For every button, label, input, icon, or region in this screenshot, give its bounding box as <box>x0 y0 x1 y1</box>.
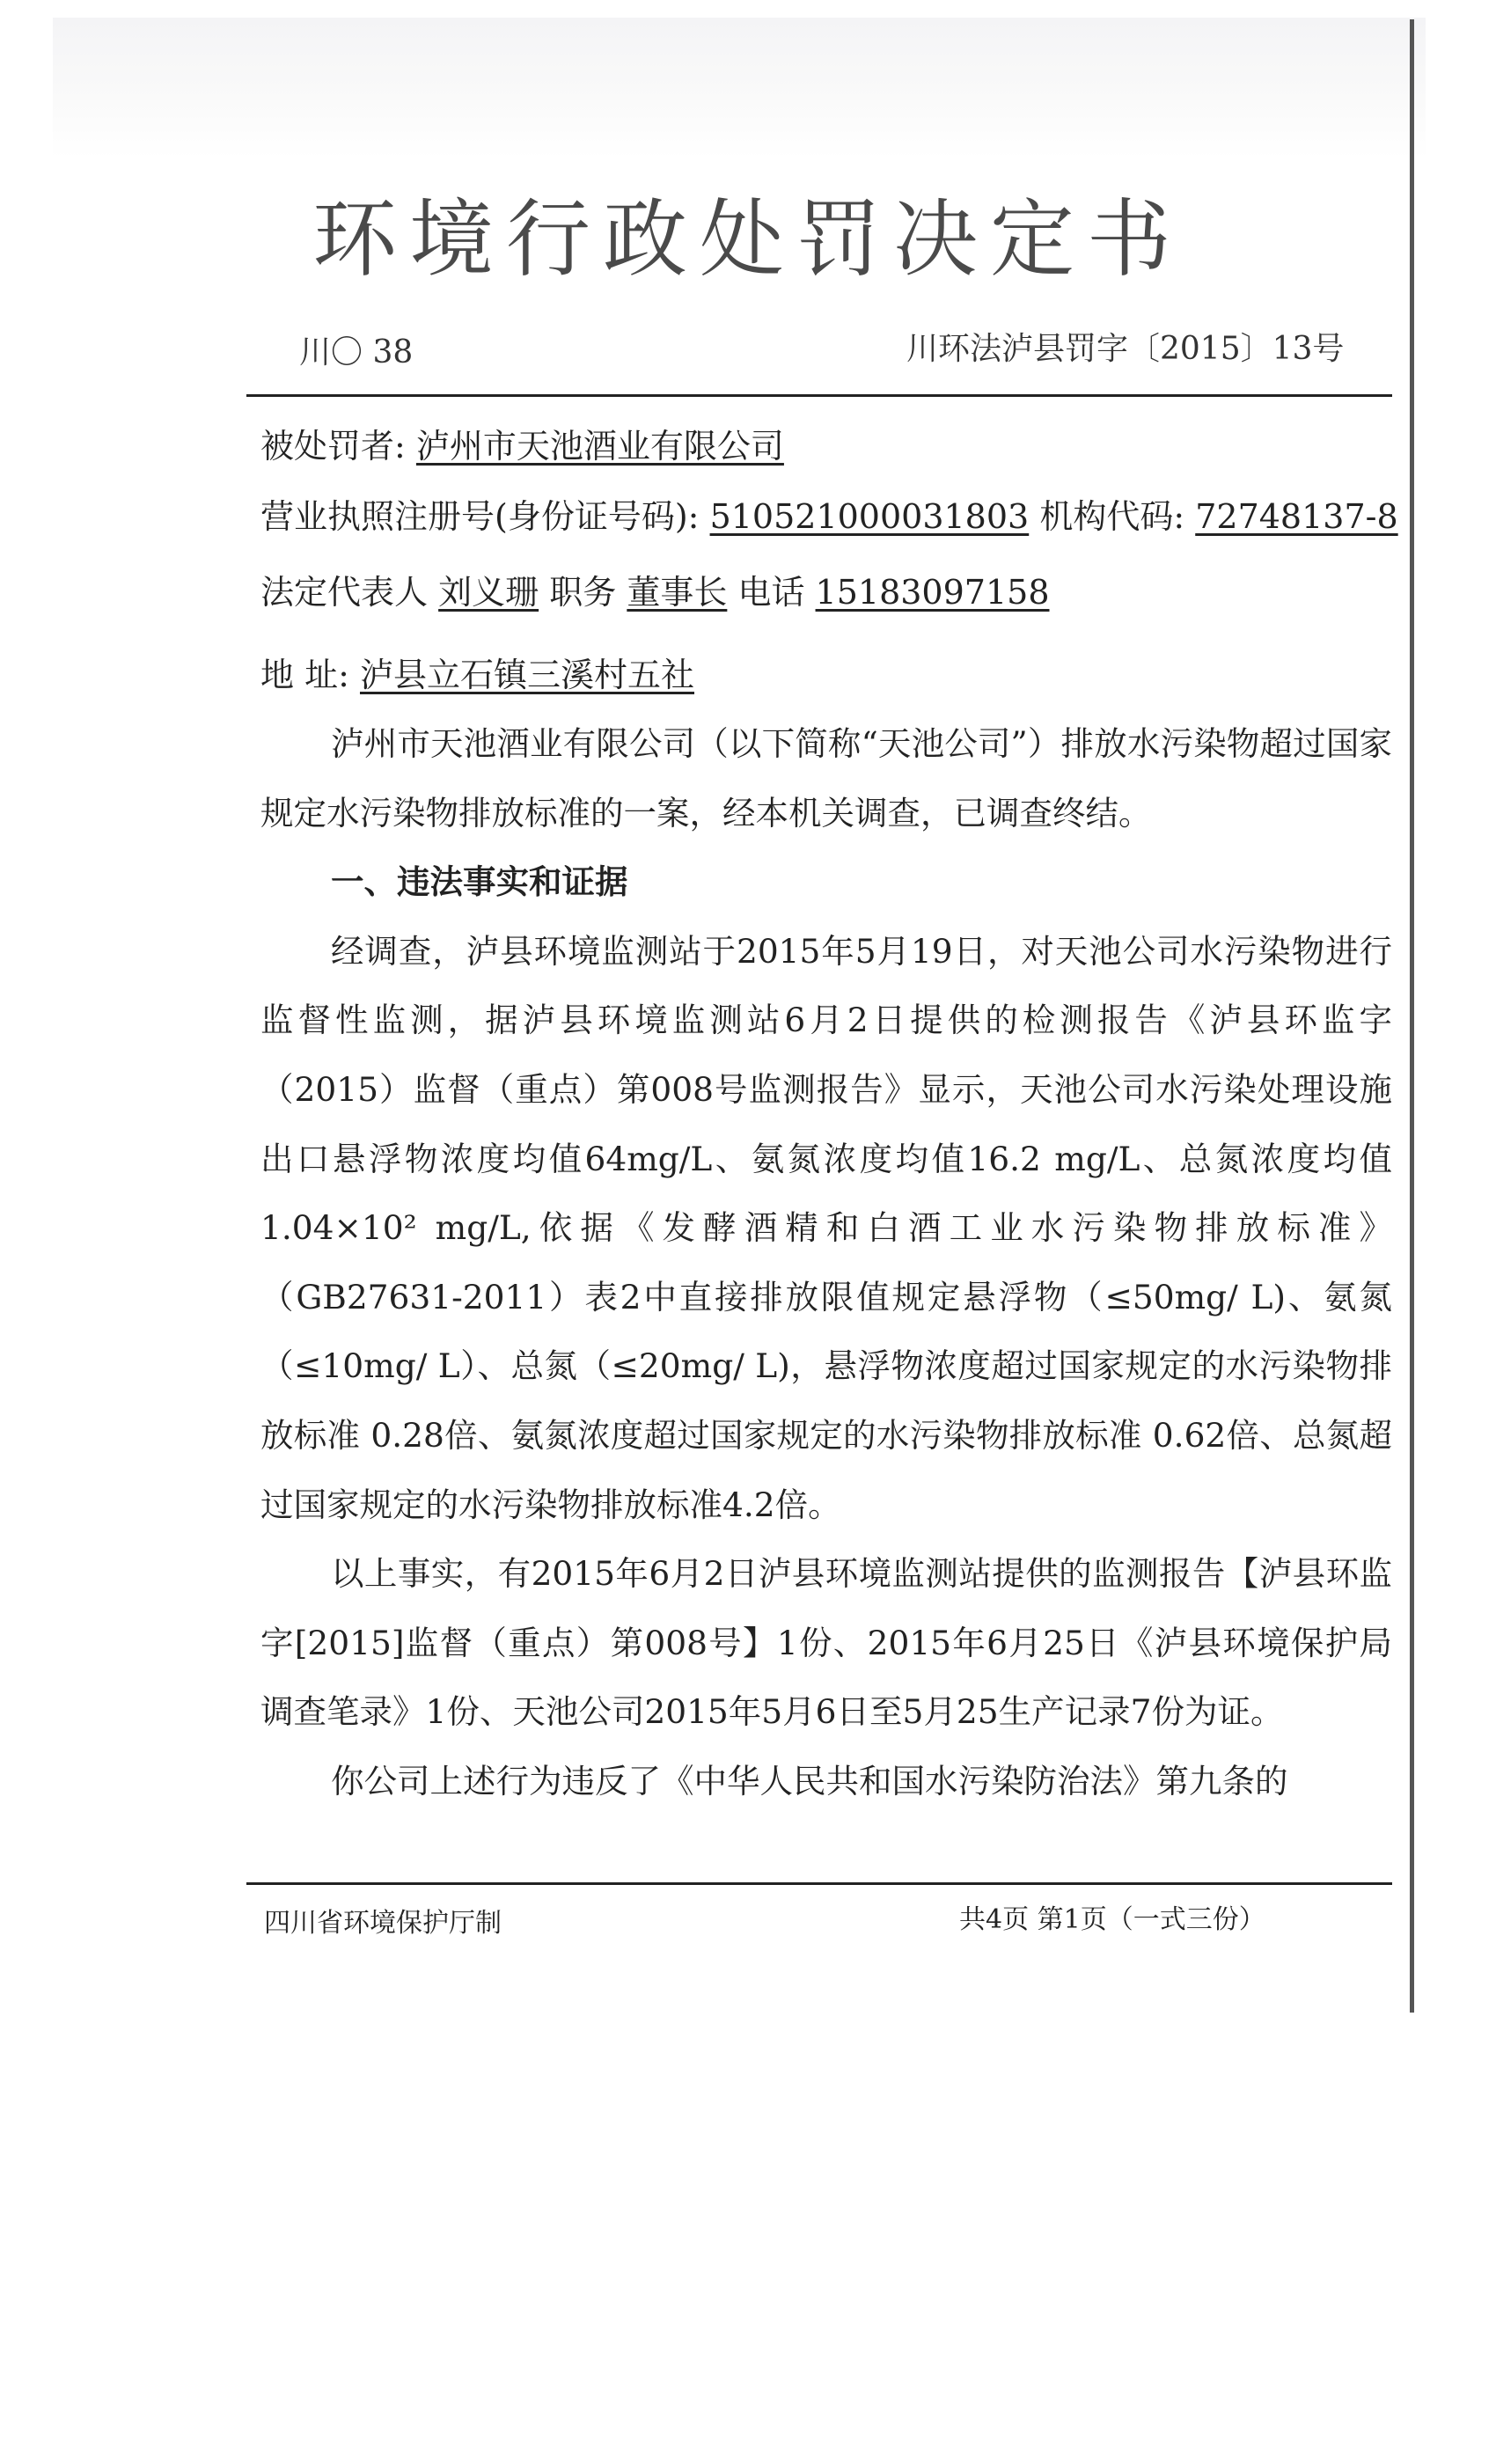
footer-divider <box>246 1882 1392 1885</box>
phone-label: 电话 <box>737 573 805 612</box>
document-number: 川环法泸县罚字〔2015〕13号 <box>906 331 1345 367</box>
violation-paragraph: 你公司上述行为违反了《中华人民共和国水污染防治法》第九条的 <box>331 1761 1288 1800</box>
address-row <box>260 648 694 696</box>
intro-paragraph: 泸州市天池酒业有限公司（以下简称“天池公司”）排放水污染物超过国家规定水污染物排放标准的一案，经本机关调查，已调查终结。 <box>260 724 1392 832</box>
rep-name: 刘义珊 <box>438 573 539 612</box>
address-label: 地 址: <box>260 656 349 694</box>
party-name-row <box>260 419 784 467</box>
license-row <box>260 489 1398 538</box>
form-code: 川〇 38 <box>299 334 414 370</box>
rep-label: 法定代表人 <box>260 573 429 612</box>
phone: 15183097158 <box>815 573 1050 612</box>
position-label: 职务 <box>549 573 617 612</box>
party-name-label: 被处罚者: <box>260 427 406 466</box>
document-body <box>260 709 1392 1816</box>
section-heading: 一、违法事实和证据 <box>331 862 628 902</box>
scan-shading <box>53 18 1426 158</box>
party-name: 泸州市天池酒业有限公司 <box>415 427 784 466</box>
license-number: 510521000031803 <box>709 497 1030 536</box>
facts-paragraph: 经调查，泸县环境监测站于2015年5月19日，对天池公司水污染物进行监督性监测，据泸县环境监测站6月2日提供的检测报告《泸县环监字（2015）监督（重点）第008号监测报告》显示，天池公司水污染处理设施出口悬浮物浓度均值64mg/L、氨氮浓度均值16.2 mg/L、总氮浓度均值1.04×10² mg/L,依据《发酵酒精和白酒工业水污染物排放标准》（GB27631-2011）表2中直接排放限值规定悬浮物（≤50mg/ L)、氨氮（≤10mg/ L）、总氮（≤20mg/ L)，悬浮物浓度超过国家规定的水污染物排放标准 0.28倍、氨氮浓度超过国家规定的水污染物排放标准 0.62倍、总氮超过国家规定的水污染物排放标准4.2倍。 <box>260 931 1392 1524</box>
license-label: 营业执照注册号(身份证号码): <box>260 497 700 536</box>
evidence-paragraph: 以上事实，有2015年6月2日泸县环境监测站提供的监测报告【泸县环监字[2015]监督（重点）第008号】1份、2015年6月25日《泸县环境保护局调查笔录》1份、天池公司2015年5月6日至5月25生产记录7份为证。 <box>260 1554 1392 1732</box>
address: 泸县立石镇三溪村五社 <box>359 656 694 694</box>
header-divider <box>246 394 1392 397</box>
org-code: 72748137-8 <box>1195 497 1398 536</box>
page-edge-line <box>1410 19 1414 2013</box>
representative-row <box>260 565 1050 613</box>
page-count: 共4页 第1页（一式三份） <box>959 1904 1265 1935</box>
issuer-note: 四川省环境保护厅制 <box>264 1908 502 1939</box>
org-code-label: 机构代码: <box>1039 497 1185 536</box>
position: 董事长 <box>627 573 728 612</box>
document-title: 环境行政处罚决定书 <box>312 190 1184 289</box>
